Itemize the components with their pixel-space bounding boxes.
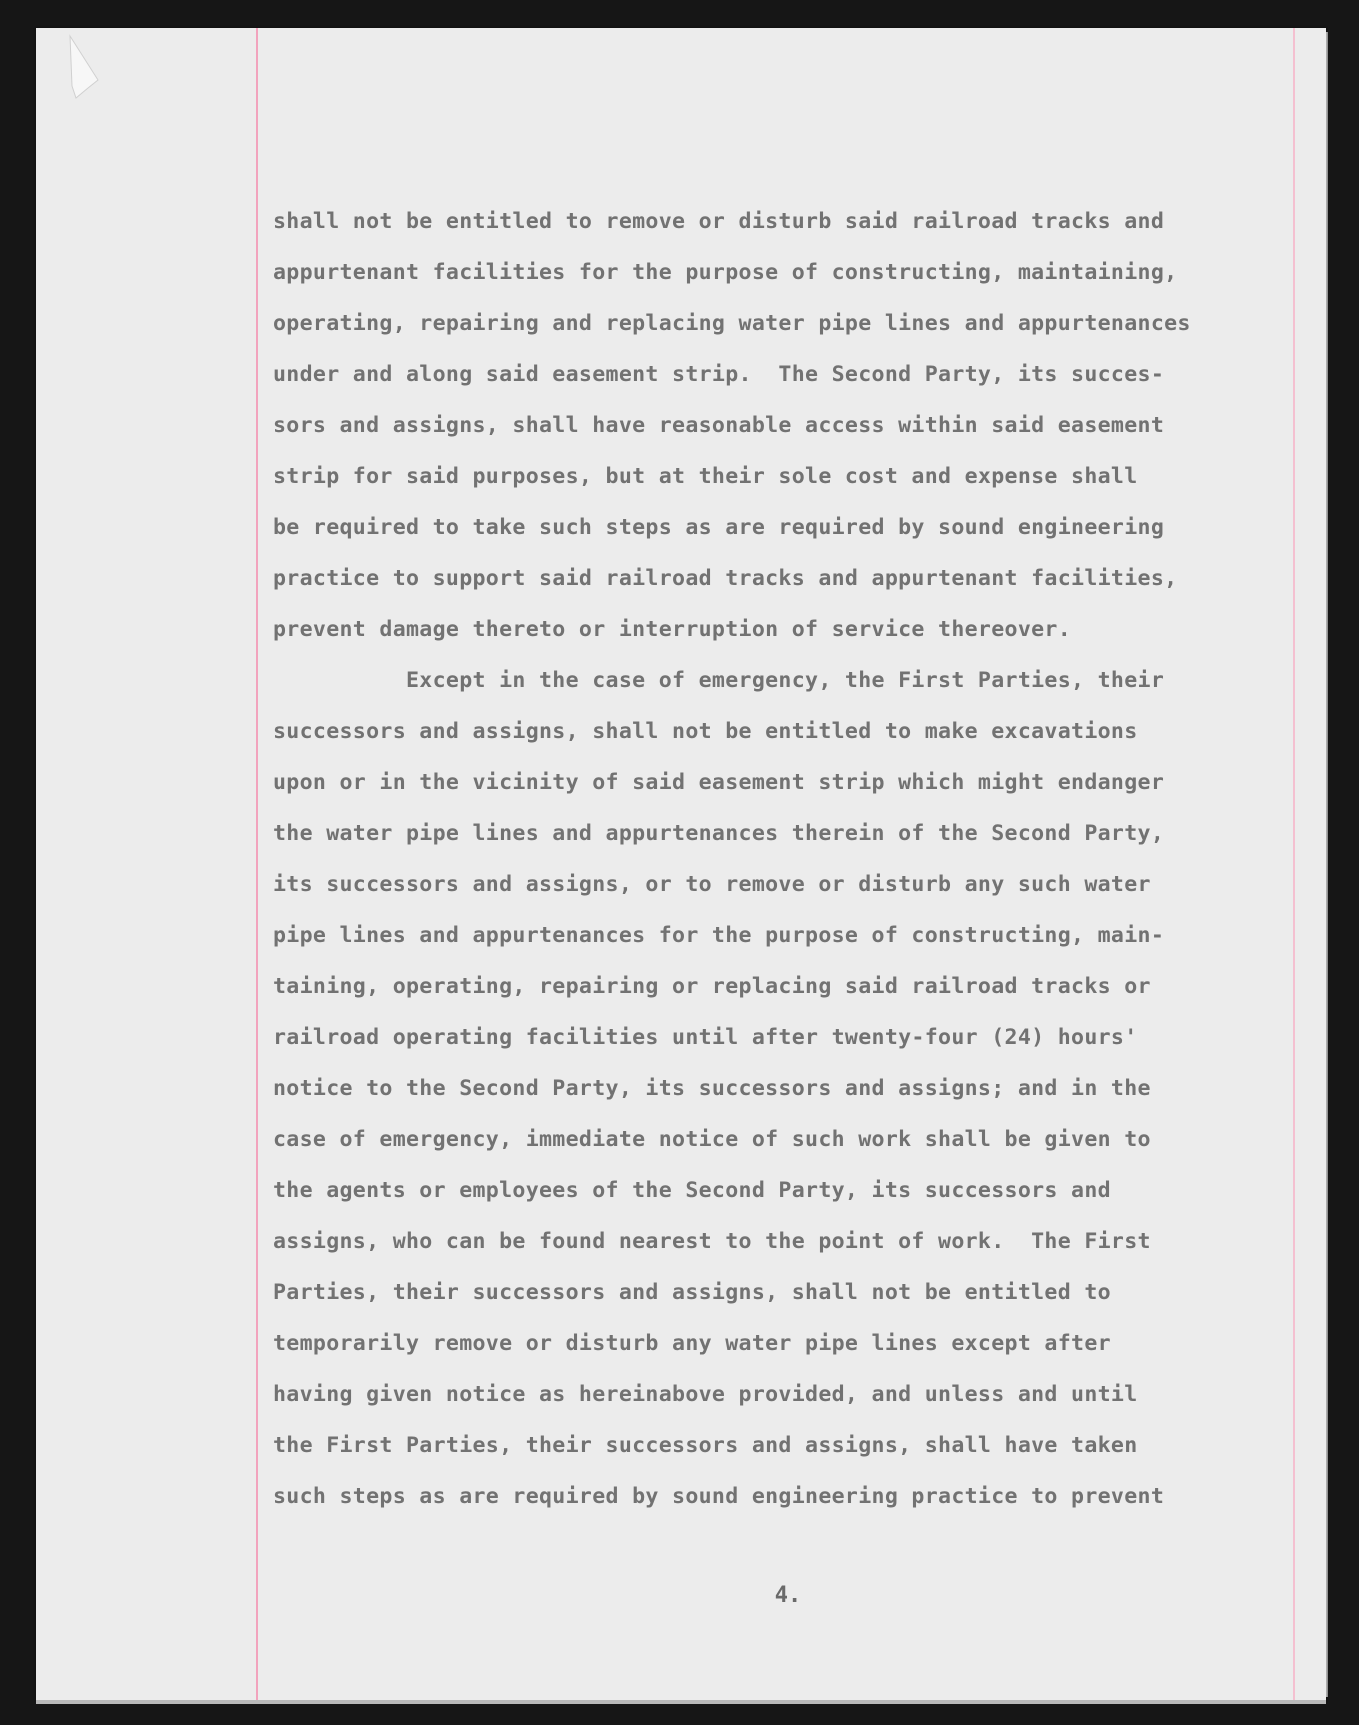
page-number: 4. xyxy=(774,1583,802,1608)
text-line: temporarily remove or disturb any water pipe lines except after xyxy=(273,1331,1111,1356)
left-margin-rule xyxy=(256,28,258,1700)
text-line: railroad operating facilities until after twenty-four (24) hours' xyxy=(273,1025,1138,1050)
text-line: notice to the Second Party, its successors and assigns; and in the xyxy=(273,1076,1151,1101)
text-line: sors and assigns, shall have reasonable access within said easement xyxy=(273,413,1165,438)
text-line: assigns, who can be found nearest to the point of work. The First xyxy=(273,1229,1151,1254)
text-line: taining, operating, repairing or replacing said railroad tracks or xyxy=(273,974,1151,999)
text-line: such steps as are required by sound engineering practice to prevent xyxy=(273,1484,1165,1509)
text-line: successors and assigns, shall not be entitled to make excavations xyxy=(273,719,1138,744)
text-line: strip for said purposes, but at their sole cost and expense shall xyxy=(273,464,1138,489)
page-bottom-edge xyxy=(36,1700,1326,1704)
text-line: pipe lines and appurtenances for the purpose of constructing, main- xyxy=(273,923,1165,948)
text-line: shall not be entitled to remove or disturb said railroad tracks and xyxy=(273,209,1165,234)
text-line: having given notice as hereinabove provided, and unless and until xyxy=(273,1382,1138,1407)
text-line: operating, repairing and replacing water pipe lines and appurtenances xyxy=(273,311,1191,336)
text-line: appurtenant facilities for the purpose of constructing, maintaining, xyxy=(273,260,1178,285)
text-line: its successors and assigns, or to remove or disturb any such water xyxy=(273,872,1151,897)
text-line: Parties, their successors and assigns, shall not be entitled to xyxy=(273,1280,1111,1305)
text-line: case of emergency, immediate notice of such work shall be given to xyxy=(273,1127,1151,1152)
text-line: under and along said easement strip. The Second Party, its succes- xyxy=(273,362,1165,387)
text-line: prevent damage thereto or interruption of service thereover. xyxy=(273,617,1072,642)
text-line: the First Parties, their successors and assigns, shall have taken xyxy=(273,1433,1138,1458)
text-line: practice to support said railroad tracks and appurtenant facilities, xyxy=(273,566,1178,591)
text-line: be required to take such steps as are required by sound engineering xyxy=(273,515,1165,540)
body-text xyxy=(273,196,1313,1522)
text-line: the agents or employees of the Second Party, its successors and xyxy=(273,1178,1111,1203)
text-line: upon or in the vicinity of said easement strip which might endanger xyxy=(273,770,1165,795)
text-line: the water pipe lines and appurtenances therein of the Second Party, xyxy=(273,821,1165,846)
corner-tape-icon xyxy=(36,28,116,128)
text-line: Except in the case of emergency, the First Parties, their xyxy=(273,668,1165,693)
